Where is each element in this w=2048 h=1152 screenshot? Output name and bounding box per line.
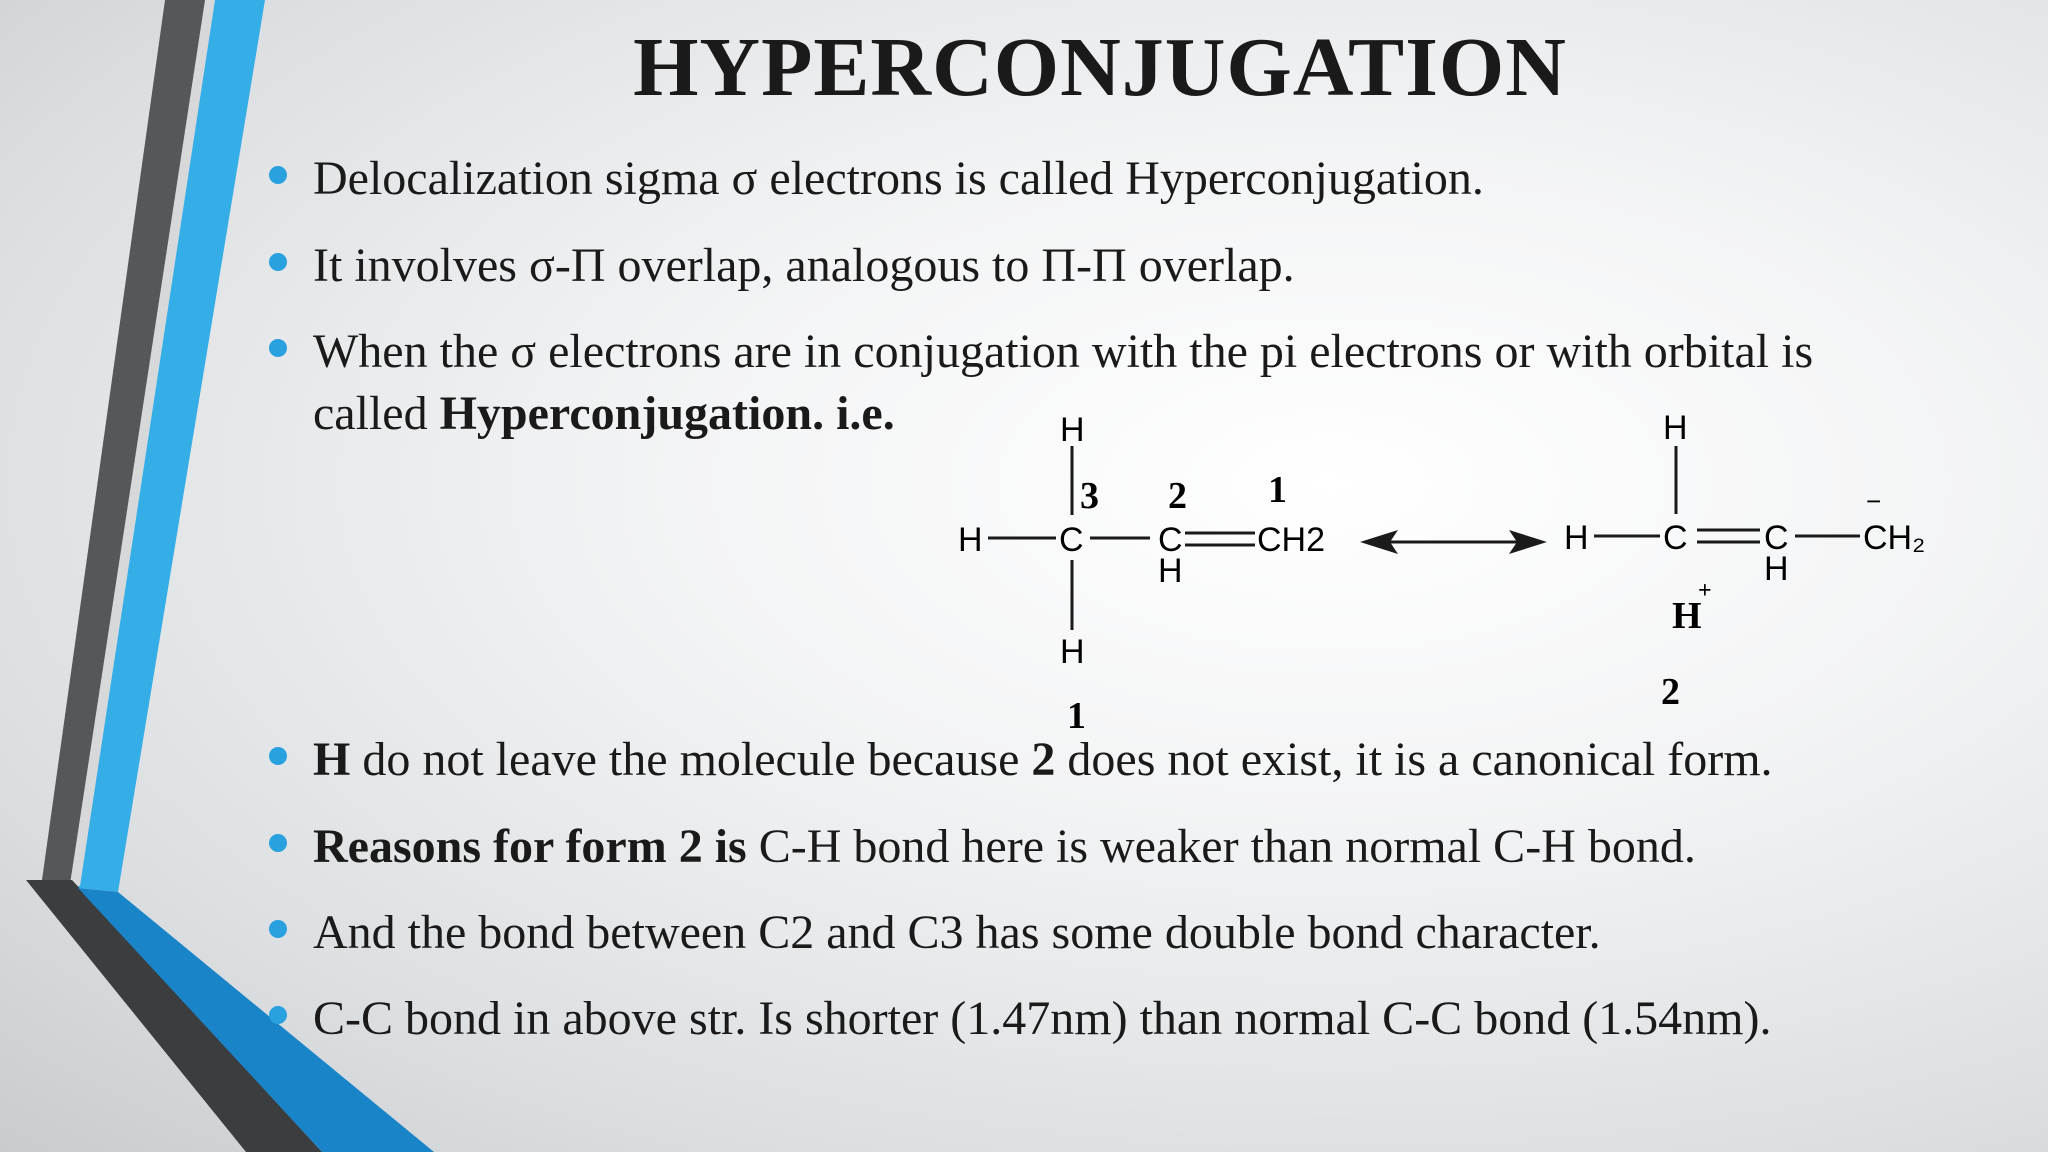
atom-c2: C	[1158, 521, 1183, 559]
bullet-text: And the bond between C2 and C3 has some double bond character.	[313, 906, 1601, 959]
bullet-text-line2-prefix: called	[313, 387, 440, 440]
atom-h-c2: H	[1158, 552, 1183, 590]
bullet-dot	[269, 920, 287, 938]
atom-h-top: H	[1060, 411, 1085, 449]
atom2-h-cb: H	[1764, 550, 1789, 588]
carbon-number-3: 3	[1080, 475, 1099, 517]
bullet-text-line1: When the σ electrons are in conjugation with the pi electrons or with orbital is	[313, 325, 1814, 378]
bullet-text-line2-bold: Hyperconjugation. i.e.	[439, 387, 895, 440]
bullet-canonical-form	[313, 729, 1953, 791]
atom2-c-b: C	[1764, 519, 1789, 557]
atom-h-bottom: H	[1060, 633, 1085, 671]
atom2-h-top: H	[1663, 409, 1688, 447]
carbon-number-2: 2	[1168, 475, 1187, 517]
bullet-double-bond-character	[313, 902, 1953, 964]
bullet-dot	[269, 834, 287, 852]
bullet-bold-h: H	[313, 733, 351, 786]
form-label-1: 1	[1067, 695, 1086, 737]
atom-h-left: H	[958, 521, 983, 559]
bullet-dot	[269, 747, 287, 765]
charge-minus: −	[1866, 486, 1882, 516]
bullet-bold-reasons: Reasons for form 2 is	[313, 820, 747, 873]
charge-plus: +	[1698, 578, 1712, 604]
atom2-c-a: C	[1663, 519, 1688, 557]
bullet-text: It involves σ-Π overlap, analogous to Π-Π overlap.	[313, 239, 1295, 292]
slide-title: HYPERCONJUGATION	[633, 21, 1567, 114]
carbon-number-1: 1	[1268, 469, 1287, 511]
bullet-bond-length	[313, 988, 1953, 1050]
bullet-dot	[269, 1006, 287, 1024]
proton-h: H	[1672, 595, 1702, 637]
atom-c3: C	[1059, 521, 1084, 559]
bullet-text-part1: do not leave the molecule because	[350, 733, 1032, 786]
bullet-text-part2: does not exist, it is a canonical form.	[1055, 733, 1773, 786]
bullet-bold-2: 2	[1031, 733, 1056, 786]
bullet-text: C-C bond in above str. Is shorter (1.47nm) than normal C-C bond (1.54nm).	[313, 992, 1772, 1045]
group2-ch2: CH₂	[1863, 519, 1926, 557]
atom2-h-left: H	[1564, 519, 1589, 557]
form-label-2: 2	[1661, 671, 1680, 713]
bullet-reasons-form-2	[313, 816, 1953, 878]
bullet-text: Delocalization sigma σ electrons is called Hyperconjugation.	[313, 152, 1484, 205]
group-ch2: CH2	[1257, 521, 1326, 559]
bullet-text: C-H bond here is weaker than normal C-H bond.	[746, 820, 1696, 873]
